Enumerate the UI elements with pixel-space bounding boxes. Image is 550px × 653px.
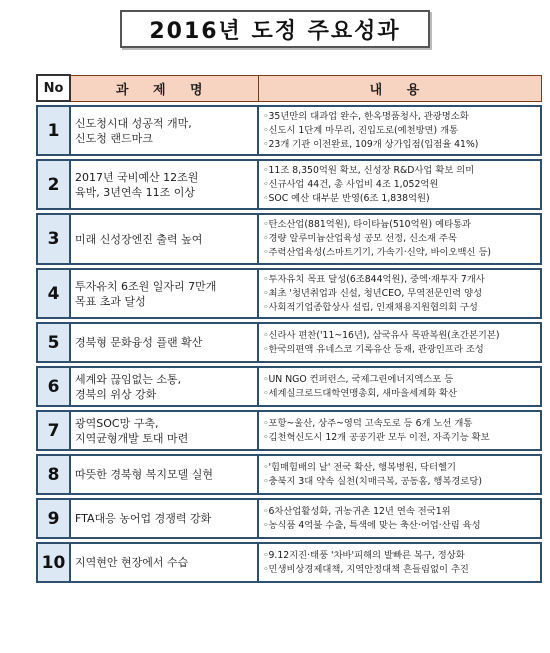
description-cell <box>258 499 541 538</box>
row-number: 6 <box>37 367 70 406</box>
description-bullet: ◦한국의편액 유네스코 기록유산 등재, 관광인프라 조성 <box>263 343 484 355</box>
description-bullet: ◦'힘매힘배의 날' 전국 확산, 행복병원, 닥터헬기 <box>263 461 456 473</box>
table-row <box>37 455 541 494</box>
task-name-line: 지역현안 현장에서 수습 <box>75 556 189 569</box>
description-bullet: ◦포항~울산, 상주~영덕 고속도로 등 6개 노선 개통 <box>263 417 473 429</box>
description-cell <box>258 160 541 209</box>
table-header-row <box>37 75 541 101</box>
page-title: 2016년 도정 주요성과 <box>149 18 401 44</box>
description-bullet: ◦6차산업활성화, 귀농귀촌 12년 연속 전국1위 <box>263 505 451 517</box>
table-row <box>37 411 541 450</box>
row-number: 10 <box>37 543 70 582</box>
task-name-cell <box>70 160 258 209</box>
task-name-line: 신도청 랜드마크 <box>75 131 153 145</box>
description-bullet: ◦최초 '청년취업과 신설, 청년CEO, 무역전문인력 양성 <box>263 287 483 299</box>
table-row <box>37 269 541 318</box>
header-desc: 내 용 <box>258 75 541 101</box>
description-bullet: ◦신규사업 44건, 총 사업비 4조 1,052억원 <box>263 178 439 190</box>
task-name-cell <box>70 214 258 264</box>
description-cell <box>258 367 541 406</box>
task-name-line: 미래 신성장엔진 출력 높여 <box>75 232 203 246</box>
task-name-line: 신도청시대 성공적 개막, <box>75 116 192 130</box>
description-bullet: ◦UN NGO 컨퍼런스, 국제그린에너지엑스포 등 <box>263 373 454 385</box>
table-body <box>37 101 541 582</box>
task-name-line: 따뜻한 경북형 복지모델 실현 <box>75 468 214 481</box>
header-no: No <box>37 75 70 101</box>
task-name-cell <box>70 367 258 406</box>
description-bullet: ◦11조 8,350억원 확보, 신성장 R&D사업 확보 의미 <box>263 164 475 176</box>
task-name-line: 육박, 3년연속 11조 이상 <box>75 185 195 199</box>
row-number: 3 <box>37 214 70 264</box>
description-bullet: ◦SOC 예산 대부분 반영(6조 1,838억원) <box>263 192 430 204</box>
row-number: 5 <box>37 323 70 362</box>
description-bullet: ◦농식품 4억불 수출, 특색에 맞는 축산·어업·산림 육성 <box>263 519 481 531</box>
task-name-cell <box>70 269 258 318</box>
description-bullet: ◦세계실크로드대학연맹총회, 새마을세계화 확산 <box>263 387 457 399</box>
task-name-line: 투자유치 6조원 일자리 7만개 <box>75 279 217 293</box>
description-cell <box>258 411 541 450</box>
task-name-cell <box>70 323 258 362</box>
description-bullet: ◦김천혁신도시 12개 공공기관 모두 이전, 자족기능 확보 <box>263 431 490 443</box>
table-row <box>37 367 541 406</box>
description-bullet: ◦사회적기업종합상사 설립, 인재채용지원협의회 구성 <box>263 301 478 313</box>
description-bullet: ◦투자유치 목표 달성(6조844억원), 중엑·재투자 7개사 <box>263 273 485 285</box>
description-cell <box>258 269 541 318</box>
row-number: 2 <box>37 160 70 209</box>
task-name-cell <box>70 106 258 155</box>
task-name-line: 2017년 국비예산 12조원 <box>75 170 199 184</box>
description-cell <box>258 323 541 362</box>
achievements-table <box>36 74 542 583</box>
task-name-cell <box>70 455 258 494</box>
table-row <box>37 214 541 264</box>
description-bullet: ◦35년만의 대과업 완수, 한옥명품청사, 관광명소화 <box>263 110 469 122</box>
task-name-line: 지역균형개발 토대 마련 <box>75 431 189 445</box>
task-name-line: FTA대응 농어업 경쟁력 강화 <box>75 512 212 525</box>
page-title-box <box>120 10 430 48</box>
description-bullet: ◦주력산업육성(스마트기기, 가속기·신약, 바이오백신 등) <box>263 247 492 258</box>
table-row <box>37 323 541 362</box>
row-number: 7 <box>37 411 70 450</box>
description-cell <box>258 106 541 155</box>
task-name-line: 목표 초과 달성 <box>75 294 146 308</box>
description-cell <box>258 455 541 494</box>
description-bullet: ◦23개 기관 이전완료, 109개 상가입점(입점율 41%) <box>263 138 479 150</box>
table-row <box>37 543 541 582</box>
description-bullet: ◦신라사 편찬('11~16년), 삼국유사 목판복원(초간본기본) <box>263 329 500 341</box>
description-bullet: ◦9.12지진·태풍 '차바'피해의 발빠른 복구, 정상화 <box>263 549 465 561</box>
task-name-cell <box>70 543 258 582</box>
description-bullet: ◦탄소산업(881억원), 타이타늄(510억원) 예타통과 <box>263 219 472 230</box>
header-task: 과 제 명 <box>70 75 258 101</box>
row-number: 4 <box>37 269 70 318</box>
description-cell <box>258 214 541 264</box>
row-number: 8 <box>37 455 70 494</box>
task-name-cell <box>70 499 258 538</box>
description-cell <box>258 543 541 582</box>
table-row <box>37 160 541 209</box>
table-row <box>37 106 541 155</box>
description-bullet: ◦신도시 1단계 마무리, 진입도로(예천방면) 개통 <box>263 124 459 136</box>
row-number: 9 <box>37 499 70 538</box>
table-row <box>37 499 541 538</box>
task-name-line: 세계와 끊임없는 소통, <box>75 372 182 386</box>
task-name-line: 경북형 문화융성 플랜 확산 <box>75 336 203 349</box>
description-bullet: ◦경량 알루미늄산업육성 공모 선정, 신소재 주목 <box>263 233 457 244</box>
description-bullet: ◦충북지 3대 약속 실천(치매극복, 공동홈, 행복경로당) <box>263 475 482 487</box>
task-name-cell <box>70 411 258 450</box>
description-bullet: ◦민생비상경제대책, 지역안정대책 흔들림없이 추진 <box>263 563 469 575</box>
row-number: 1 <box>37 106 70 155</box>
task-name-line: 경북의 위상 강화 <box>75 387 157 401</box>
task-name-line: 광역SOC망 구축, <box>75 416 159 430</box>
